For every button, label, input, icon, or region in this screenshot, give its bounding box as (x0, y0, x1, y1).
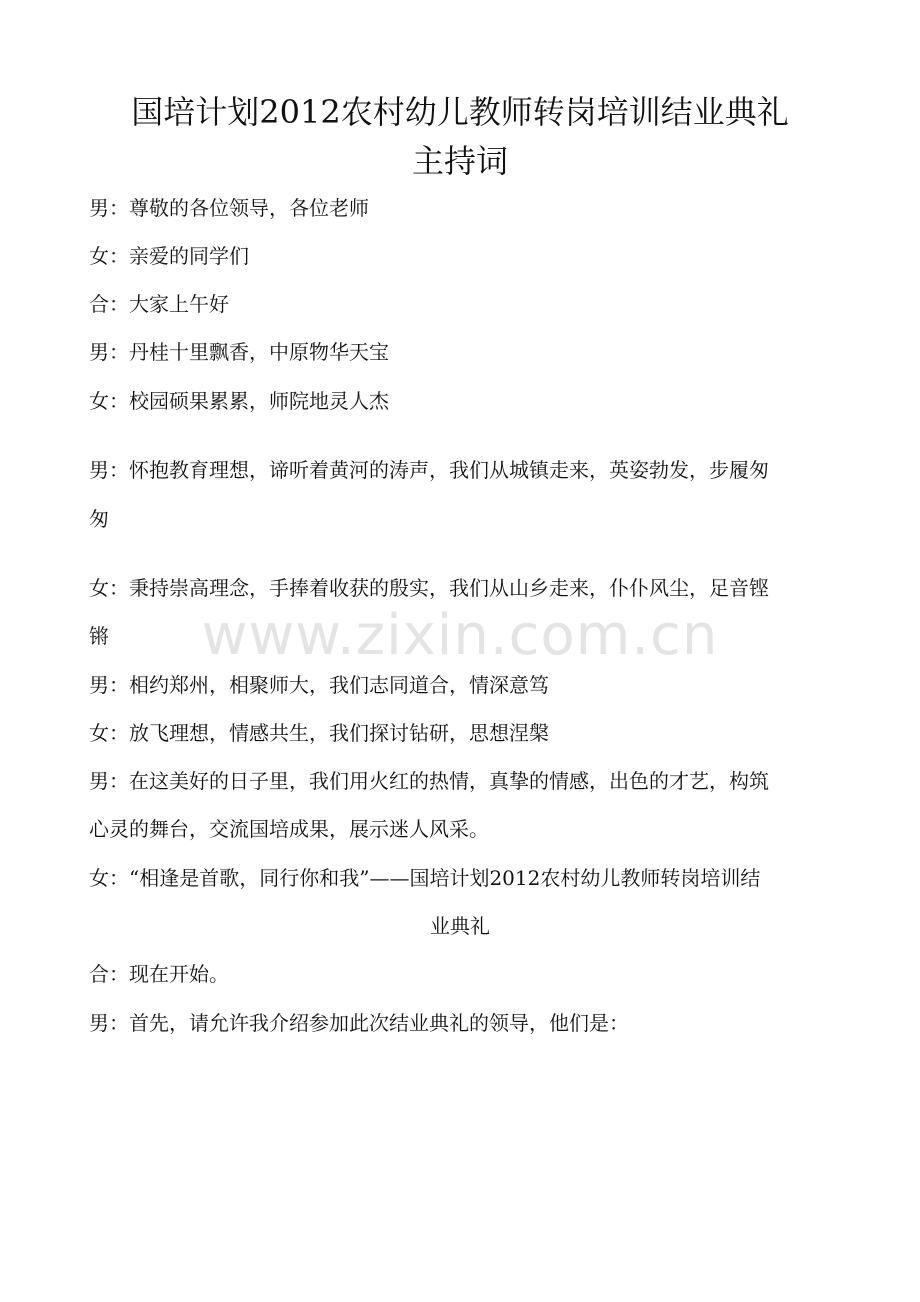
watermark: www.zixin.com.cn (201, 603, 719, 668)
script-line-8: 男：相约郑州，相聚师大，我们志同道合，情深意笃 (89, 673, 549, 697)
script-line-1: 男：尊敬的各位领导，各位老师 (89, 196, 369, 220)
document-title-line-1: 国培计划2012农村幼儿教师转岗培训结业典礼 (131, 93, 789, 131)
script-line-7: 女：秉持崇高理念，手捧着收获的殷实，我们从山乡走来，仆仆风尘，足音铿 (89, 576, 769, 600)
script-line-6-continued: 匆 (89, 507, 109, 531)
script-line-13: 男：首先，请允许我介绍参加此次结业典礼的领导，他们是： (89, 1011, 629, 1035)
script-line-4: 男：丹桂十里飘香，中原物华天宝 (89, 340, 389, 364)
script-line-11-continued: 业典礼 (430, 914, 490, 938)
script-line-10: 男：在这美好的日子里，我们用火红的热情，真挚的情感，出色的才艺，构筑 (89, 769, 769, 793)
document-title-line-2: 主持词 (411, 142, 508, 180)
script-line-12: 合：现在开始。 (89, 962, 229, 986)
script-line-6: 男：怀抱教育理想，谛听着黄河的涛声，我们从城镇走来，英姿勃发，步履匆 (89, 458, 769, 482)
script-line-9: 女：放飞理想，情感共生，我们探讨钻研，思想涅槃 (89, 721, 549, 745)
script-line-5: 女：校园硕果累累，师院地灵人杰 (89, 389, 389, 413)
script-line-11: 女：“相逢是首歌，同行你和我”——国培计划2012农村幼儿教师转岗培训结 (89, 866, 761, 890)
script-line-2: 女：亲爱的同学们 (89, 244, 249, 268)
script-line-3: 合：大家上午好 (89, 292, 229, 316)
script-line-7-continued: 锵 (89, 624, 109, 648)
script-line-10-continued: 心灵的舞台，交流国培成果，展示迷人风采。 (89, 817, 489, 841)
